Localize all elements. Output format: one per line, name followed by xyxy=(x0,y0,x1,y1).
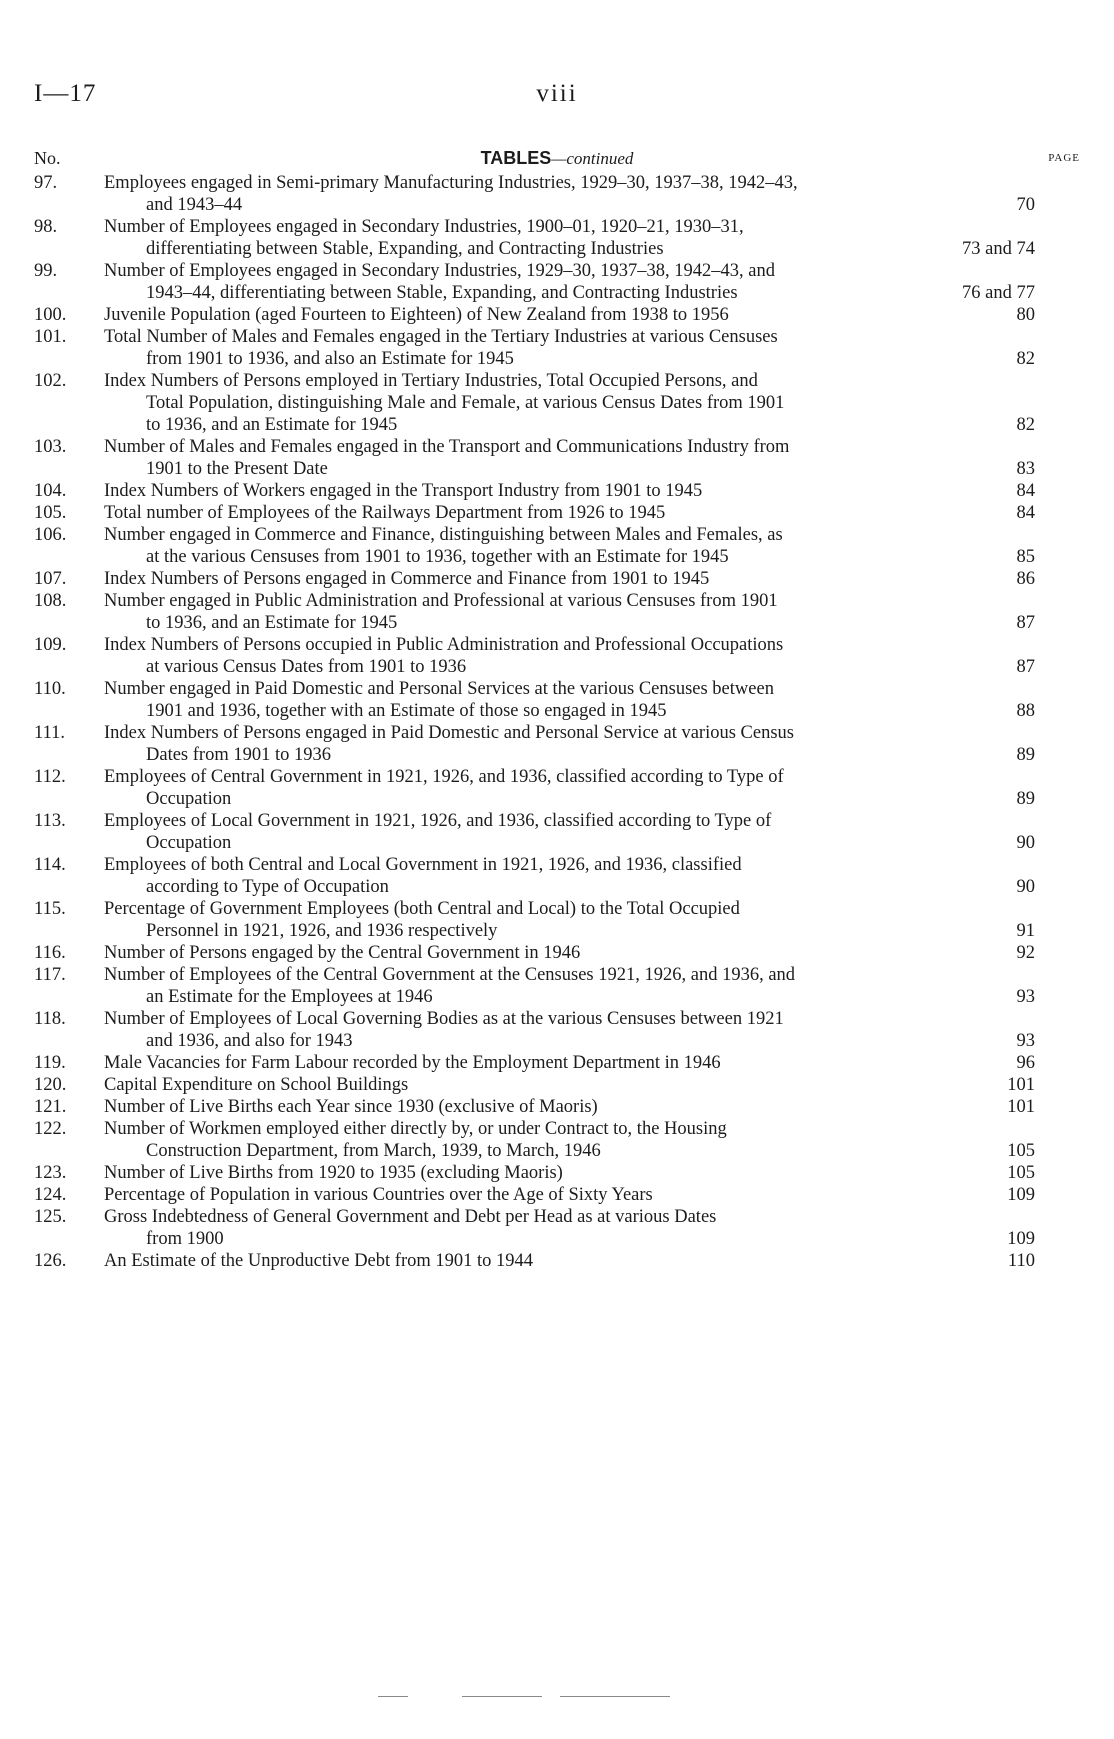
table-title-line: Number of Employees of Local Governing Bodies as at the various Censuses between 1921 xyxy=(104,1009,784,1029)
page-header xyxy=(34,80,1080,120)
page-reference: 105 xyxy=(1007,1141,1035,1161)
table-number: 123. xyxy=(34,1163,67,1183)
table-title-line: Gross Indebtedness of General Government and Debt per Head as at various Dates xyxy=(104,1207,717,1227)
table-title-line: Juvenile Population (aged Fourteen to Eighteen) of New Zealand from 1938 to 1956 xyxy=(104,305,729,325)
table-title-line: Total Number of Males and Females engaged in the Tertiary Industries at various Censuses xyxy=(104,327,778,347)
table-of-tables-list xyxy=(34,172,1047,1272)
table-title xyxy=(104,590,947,634)
table-title-line: and 1943–44 xyxy=(146,195,243,215)
list-item xyxy=(34,304,1047,326)
page-reference: 82 xyxy=(1016,415,1035,435)
list-item xyxy=(34,1162,1047,1184)
table-title xyxy=(104,524,947,568)
table-number: 120. xyxy=(34,1075,67,1095)
table-number: 107. xyxy=(34,569,67,589)
list-item xyxy=(34,1206,1047,1250)
page-reference: 87 xyxy=(1016,657,1035,677)
page-reference: 90 xyxy=(1016,877,1035,897)
page-reference: 96 xyxy=(1016,1053,1035,1073)
table-title xyxy=(104,1184,947,1206)
table-number: 103. xyxy=(34,437,67,457)
table-title-line: Number of Males and Females engaged in the Transport and Communications Industry from xyxy=(104,437,790,457)
list-item xyxy=(34,766,1047,810)
table-title xyxy=(104,304,947,326)
table-title xyxy=(104,1008,947,1052)
table-number: 104. xyxy=(34,481,67,501)
table-title-line: at various Census Dates from 1901 to 1936 xyxy=(146,657,467,677)
table-number: 99. xyxy=(34,261,58,281)
table-title-line: Index Numbers of Persons occupied in Public Administration and Professional Occupations xyxy=(104,635,784,655)
table-title-line: Construction Department, from March, 1939, to March, 1946 xyxy=(146,1141,601,1161)
page-reference: 82 xyxy=(1016,349,1035,369)
page-reference: 93 xyxy=(1016,1031,1035,1051)
page-reference: 89 xyxy=(1016,745,1035,765)
page-reference: 101 xyxy=(1007,1075,1035,1095)
table-title-line: Number of Employees engaged in Secondary Industries, 1929–30, 1937–38, 1942–43, and xyxy=(104,261,776,281)
number-column-heading: No. xyxy=(34,148,61,168)
section-title xyxy=(34,148,1080,169)
table-title xyxy=(104,436,947,480)
table-title xyxy=(104,568,947,590)
table-title-line: Number of Live Births each Year since 1930 (exclusive of Maoris) xyxy=(104,1097,598,1117)
table-number: 101. xyxy=(34,327,67,347)
table-title-line: Employees of both Central and Local Government in 1921, 1926, and 1936, classified xyxy=(104,855,742,875)
page-reference: 109 xyxy=(1007,1185,1035,1205)
list-item xyxy=(34,1118,1047,1162)
table-title xyxy=(104,634,947,678)
table-number: 110. xyxy=(34,679,66,699)
list-item xyxy=(34,216,1047,260)
table-number: 112. xyxy=(34,767,66,787)
page-number-roman: viii xyxy=(536,80,578,107)
page-reference: 91 xyxy=(1016,921,1035,941)
table-title-line: Occupation xyxy=(146,833,232,853)
table-title xyxy=(104,678,947,722)
page-reference: 83 xyxy=(1016,459,1035,479)
table-title-line: at the various Censuses from 1901 to 1936, together with an Estimate for 1945 xyxy=(146,547,729,567)
table-number: 116. xyxy=(34,943,66,963)
table-title-line: Number of Persons engaged by the Central Government in 1946 xyxy=(104,943,581,963)
list-item xyxy=(34,1052,1047,1074)
table-title-line: Index Numbers of Persons employed in Tertiary Industries, Total Occupied Persons, and xyxy=(104,371,758,391)
list-item xyxy=(34,524,1047,568)
table-title xyxy=(104,964,947,1008)
table-title xyxy=(104,326,947,370)
table-title-line: Percentage of Population in various Countries over the Age of Sixty Years xyxy=(104,1185,653,1205)
page-reference: 80 xyxy=(1016,305,1035,325)
page-reference: 109 xyxy=(1007,1229,1035,1249)
page-reference: 105 xyxy=(1007,1163,1035,1183)
list-item xyxy=(34,172,1047,216)
table-title-line: Index Numbers of Persons engaged in Commerce and Finance from 1901 to 1945 xyxy=(104,569,710,589)
table-title xyxy=(104,810,947,854)
list-item xyxy=(34,678,1047,722)
list-item xyxy=(34,898,1047,942)
table-title xyxy=(104,942,947,964)
page-reference: 88 xyxy=(1016,701,1035,721)
list-item xyxy=(34,1008,1047,1052)
table-title xyxy=(104,854,947,898)
page-reference: 84 xyxy=(1016,481,1035,501)
table-number: 108. xyxy=(34,591,67,611)
table-title-line: Employees engaged in Semi-primary Manufacturing Industries, 1929–30, 1937–38, 1942–43, xyxy=(104,173,798,193)
table-title xyxy=(104,480,947,502)
table-title xyxy=(104,1206,947,1250)
table-title-line: differentiating between Stable, Expanding, and Contracting Industries xyxy=(146,239,664,259)
page-reference: 84 xyxy=(1016,503,1035,523)
table-number: 97. xyxy=(34,173,58,193)
list-item xyxy=(34,590,1047,634)
table-title-line: from 1901 to 1936, and also an Estimate for 1945 xyxy=(146,349,514,369)
table-title-line: An Estimate of the Unproductive Debt from 1901 to 1944 xyxy=(104,1251,534,1271)
table-title xyxy=(104,898,947,942)
section-title-main: TABLES xyxy=(480,148,552,168)
table-title xyxy=(104,502,947,524)
page-reference: 89 xyxy=(1016,789,1035,809)
table-title-line: to 1936, and an Estimate for 1945 xyxy=(146,415,398,435)
table-title-line: to 1936, and an Estimate for 1945 xyxy=(146,613,398,633)
table-number: 119. xyxy=(34,1053,66,1073)
table-title-line: Employees of Local Government in 1921, 1926, and 1936, classified according to Type of xyxy=(104,811,772,831)
table-number: 125. xyxy=(34,1207,67,1227)
table-number: 124. xyxy=(34,1185,67,1205)
table-number: 102. xyxy=(34,371,67,391)
table-number: 111. xyxy=(34,723,66,743)
page-reference: 93 xyxy=(1016,987,1035,1007)
list-item xyxy=(34,854,1047,898)
table-number: 118. xyxy=(34,1009,66,1029)
list-item xyxy=(34,326,1047,370)
list-item xyxy=(34,942,1047,964)
list-item xyxy=(34,480,1047,502)
table-title-line: 1943–44, differentiating between Stable, Expanding, and Contracting Industries xyxy=(146,283,738,303)
page-reference: 110 xyxy=(1007,1251,1035,1271)
table-number: 105. xyxy=(34,503,67,523)
footer-rule xyxy=(378,1696,408,1697)
footer-rule xyxy=(462,1696,542,1697)
list-item xyxy=(34,260,1047,304)
table-title-line: Index Numbers of Persons engaged in Paid Domestic and Personal Service at various Census xyxy=(104,723,795,743)
table-number: 126. xyxy=(34,1251,67,1271)
list-item xyxy=(34,810,1047,854)
table-title-line: Dates from 1901 to 1936 xyxy=(146,745,331,765)
table-number: 106. xyxy=(34,525,67,545)
table-title-line: Percentage of Government Employees (both Central and Local) to the Total Occupied xyxy=(104,899,740,919)
list-item xyxy=(34,1074,1047,1096)
list-item xyxy=(34,722,1047,766)
table-title-line: 1901 to the Present Date xyxy=(146,459,328,479)
table-number: 115. xyxy=(34,899,66,919)
table-title xyxy=(104,1250,947,1272)
table-title-line: Number of Employees engaged in Secondary Industries, 1900–01, 1920–21, 1930–31, xyxy=(104,217,744,237)
table-title xyxy=(104,1052,947,1074)
page-reference: 85 xyxy=(1016,547,1035,567)
list-item xyxy=(34,1184,1047,1206)
list-item xyxy=(34,964,1047,1008)
page-reference: 86 xyxy=(1016,569,1035,589)
page-reference: 76 and 77 xyxy=(962,283,1035,303)
table-title-line: Number of Employees of the Central Government at the Censuses 1921, 1926, and 1936, and xyxy=(104,965,796,985)
page-reference: 101 xyxy=(1007,1097,1035,1117)
table-title-line: Number of Live Births from 1920 to 1935 (excluding Maoris) xyxy=(104,1163,563,1183)
table-title-line: Total number of Employees of the Railways Department from 1926 to 1945 xyxy=(104,503,666,523)
table-title-line: and 1936, and also for 1943 xyxy=(146,1031,353,1051)
table-number: 114. xyxy=(34,855,66,875)
page-reference: 73 and 74 xyxy=(962,239,1035,259)
table-number: 113. xyxy=(34,811,66,831)
list-item xyxy=(34,634,1047,678)
table-title-line: Number engaged in Paid Domestic and Personal Services at the various Censuses between xyxy=(104,679,774,699)
list-item xyxy=(34,436,1047,480)
table-title-line: Number engaged in Public Administration and Professional at various Censuses from 1901 xyxy=(104,591,778,611)
page-reference: 90 xyxy=(1016,833,1035,853)
table-number: 122. xyxy=(34,1119,67,1139)
table-title-line: Index Numbers of Workers engaged in the Transport Industry from 1901 to 1945 xyxy=(104,481,703,501)
table-number: 98. xyxy=(34,217,58,237)
table-number: 117. xyxy=(34,965,66,985)
table-number: 121. xyxy=(34,1097,67,1117)
table-title-line: Occupation xyxy=(146,789,232,809)
table-title xyxy=(104,1118,947,1162)
table-title-line: from 1900 xyxy=(146,1229,224,1249)
paper-reference: I—17 xyxy=(34,80,97,107)
list-item xyxy=(34,568,1047,590)
footer-rule xyxy=(560,1696,670,1697)
page-column-heading: PAGE xyxy=(1048,152,1080,164)
table-title xyxy=(104,766,947,810)
table-title xyxy=(104,216,947,260)
list-item xyxy=(34,1096,1047,1118)
table-title xyxy=(104,370,947,436)
table-title-line: Employees of Central Government in 1921, 1926, and 1936, classified according to Type of xyxy=(104,767,784,787)
table-title-line: Male Vacancies for Farm Labour recorded by the Employment Department in 1946 xyxy=(104,1053,721,1073)
table-title xyxy=(104,1096,947,1118)
page-reference: 70 xyxy=(1016,195,1035,215)
table-title-line: an Estimate for the Employees at 1946 xyxy=(146,987,433,1007)
column-headings xyxy=(34,148,1080,172)
list-item xyxy=(34,1250,1047,1272)
table-title-line: 1901 and 1936, together with an Estimate of those so engaged in 1945 xyxy=(146,701,667,721)
table-title xyxy=(104,1162,947,1184)
table-number: 109. xyxy=(34,635,67,655)
table-title xyxy=(104,722,947,766)
table-title-line: Total Population, distinguishing Male and Female, at various Census Dates from 1901 xyxy=(146,393,785,413)
table-title-line: according to Type of Occupation xyxy=(146,877,389,897)
page-reference: 92 xyxy=(1016,943,1035,963)
table-number: 100. xyxy=(34,305,67,325)
table-title-line: Personnel in 1921, 1926, and 1936 respectively xyxy=(146,921,498,941)
table-title-line: Number of Workmen employed either directly by, or under Contract to, the Housing xyxy=(104,1119,727,1139)
table-title xyxy=(104,172,947,216)
section-title-suffix: —continued xyxy=(551,149,634,168)
list-item xyxy=(34,370,1047,436)
table-title xyxy=(104,260,947,304)
table-title xyxy=(104,1074,947,1096)
page-reference: 87 xyxy=(1016,613,1035,633)
list-item xyxy=(34,502,1047,524)
table-title-line: Capital Expenditure on School Buildings xyxy=(104,1075,409,1095)
table-title-line: Number engaged in Commerce and Finance, distinguishing between Males and Females, as xyxy=(104,525,783,545)
